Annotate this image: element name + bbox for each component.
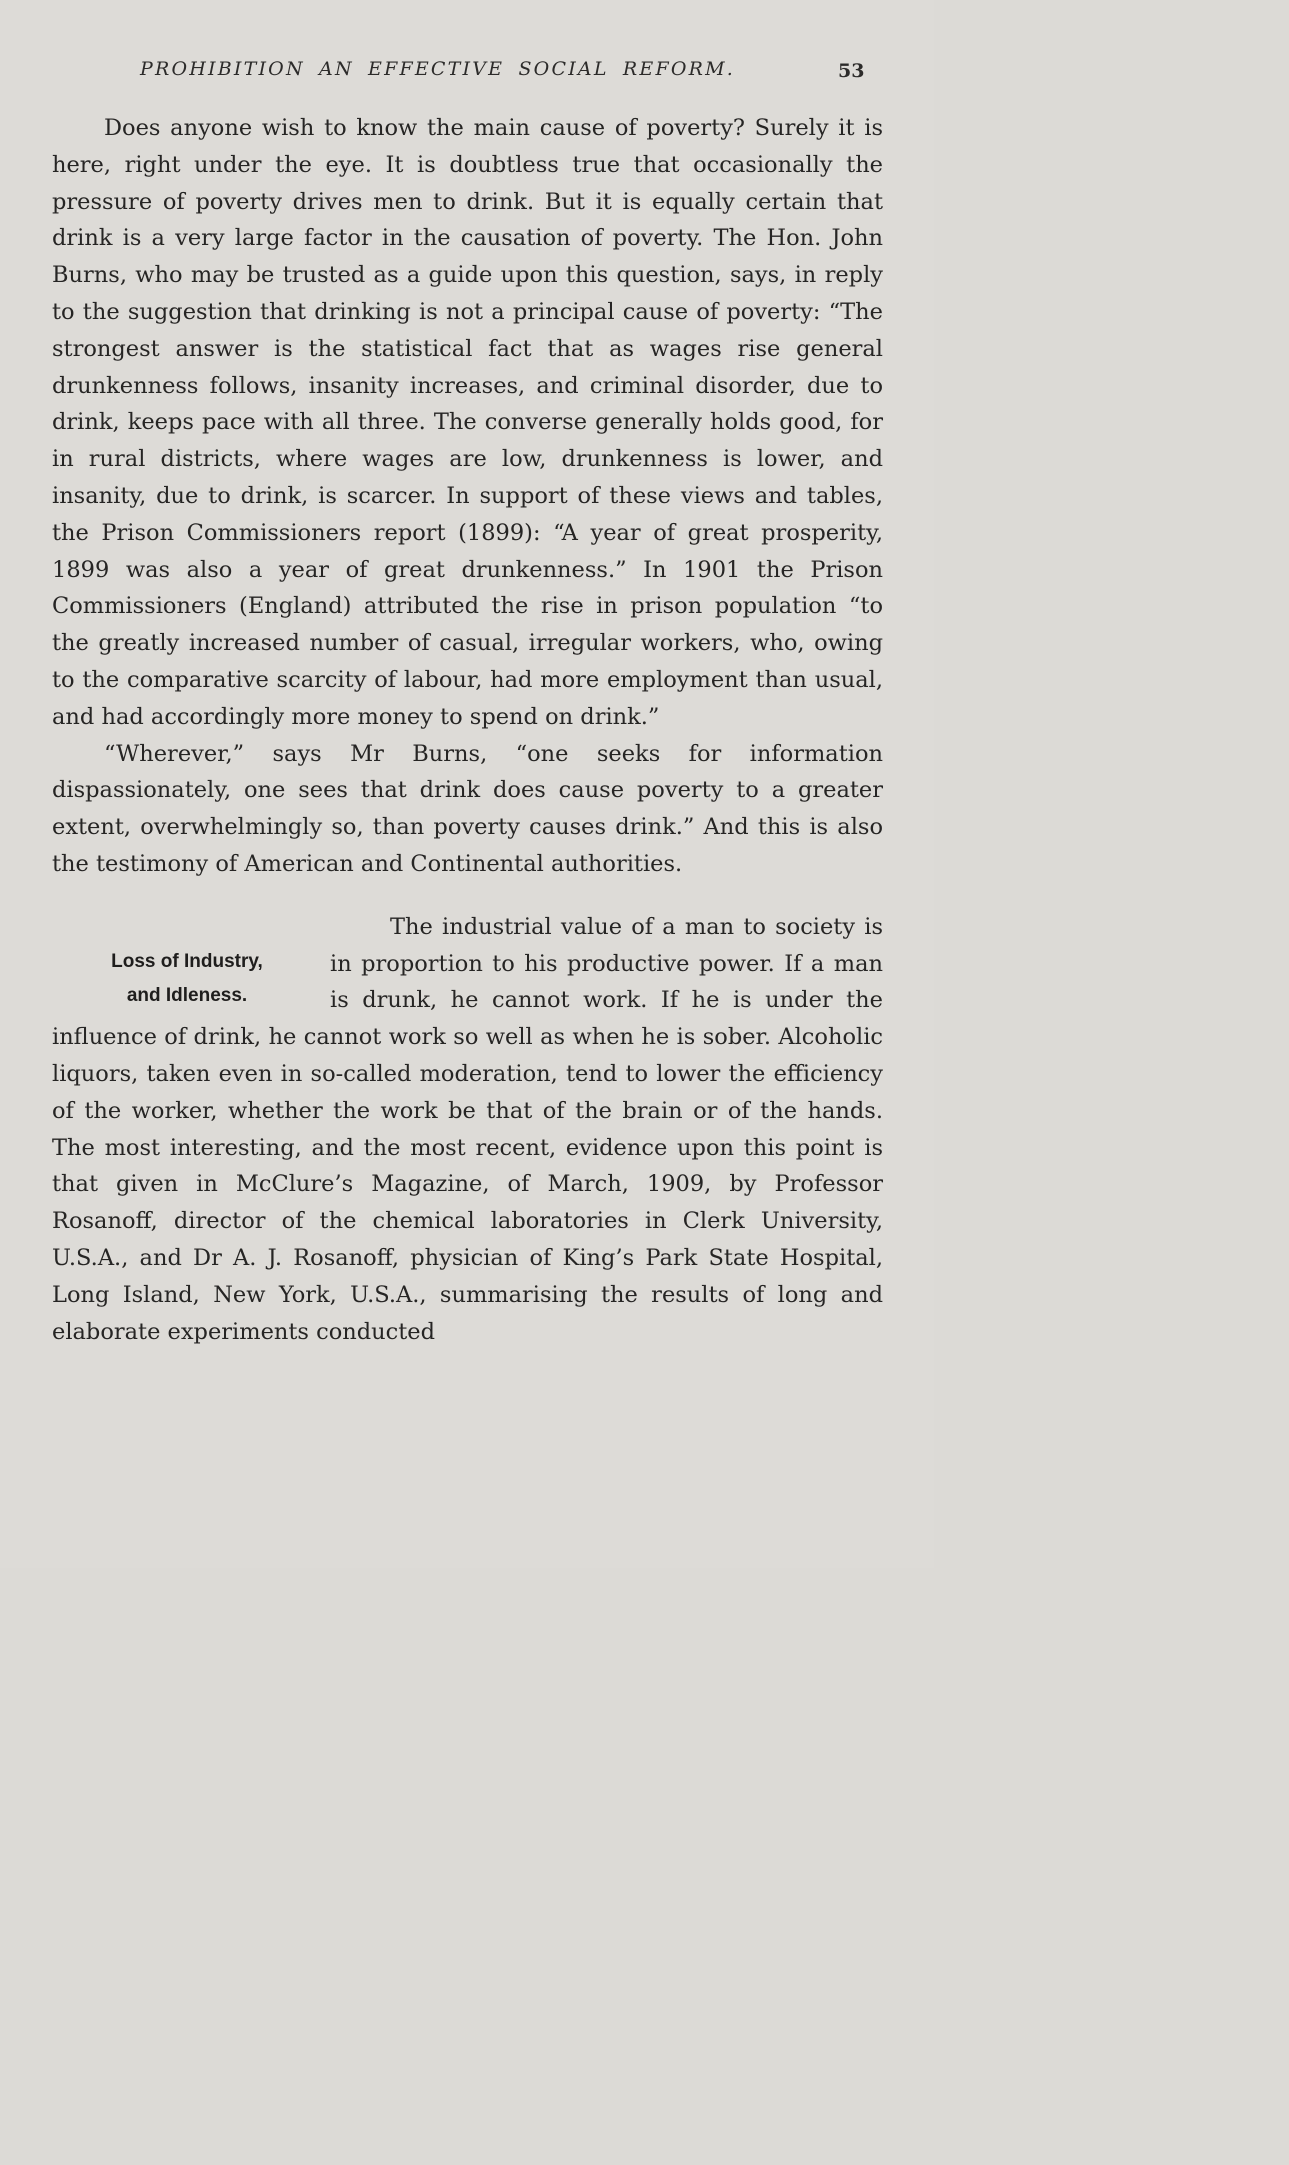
body-text [52, 110, 883, 1350]
paragraph-burns-quote: “Wherever,” says Mr Burns, “one seeks for information dispassionately, one sees that drink does cause poverty to a greater extent, overwhelmingly so, than poverty causes drink.” And this is also the testimony of American and Continental authorities. [52, 740, 883, 877]
margin-sidenote [52, 945, 322, 1013]
sidenote-line-2: and Idleness. [126, 984, 248, 1006]
sidenote-line-1: Loss of Industry, [111, 950, 263, 972]
paragraph-industrial-value: The industrial value of a man to society is in proportion to his productive power. If a man is drunk, he cannot work. If he is under the influence of drink, he cannot work so well as when he is sober. Alcoholic liquors, taken even in so-called moderation, tend to lower the efficiency of the worker, whether the work be that of the brain or of the hands. The most interesting, and the most recent, evidence upon this point is that given in McClure’s Magazine, of March, 1909, by Professor Rosanoff, director of the chemical laboratories in Clerk University, U.S.A., and Dr A. J. Rosanoff, physician of King’s Park State Hospital, Long Island, New York, U.S.A., summarising the results of long and elaborate experiments conducted [52, 913, 883, 1345]
paragraph-poverty-cause: Does anyone wish to know the main cause of poverty? Surely it is here, right under the eye. It is doubtless true that occasionally the pressure of poverty drives men to drink. But it is equally certain that drink is a very large factor in the causation of poverty. The Hon. John Burns, who may be trusted as a guide upon this question, says, in reply to the suggestion that drinking is not a principal cause of poverty: “The strongest answer is the statistical fact that as wages rise general drunkenness follows, insanity increases, and criminal disorder, due to drink, keeps pace with all three. The converse generally holds good, for in rural districts, where wages are low, drunkenness is lower, and insanity, due to drink, is scarcer. In support of these views and tables, the Prison Commissioners report (1899): “A year of great prosperity, 1899 was also a year of great drunkenness.” In 1901 the Prison Commissioners (England) attributed the rise in prison population “to the greatly increased number of casual, irregular workers, who, owing to the comparative scarcity of labour, had more employment than usual, and had accordingly more money to spend on drink.” [52, 115, 883, 730]
running-head: PROHIBITION AN EFFECTIVE SOCIAL REFORM. [140, 58, 736, 80]
section-loss-of-industry [52, 909, 883, 1351]
page-number: 53 [838, 60, 865, 82]
